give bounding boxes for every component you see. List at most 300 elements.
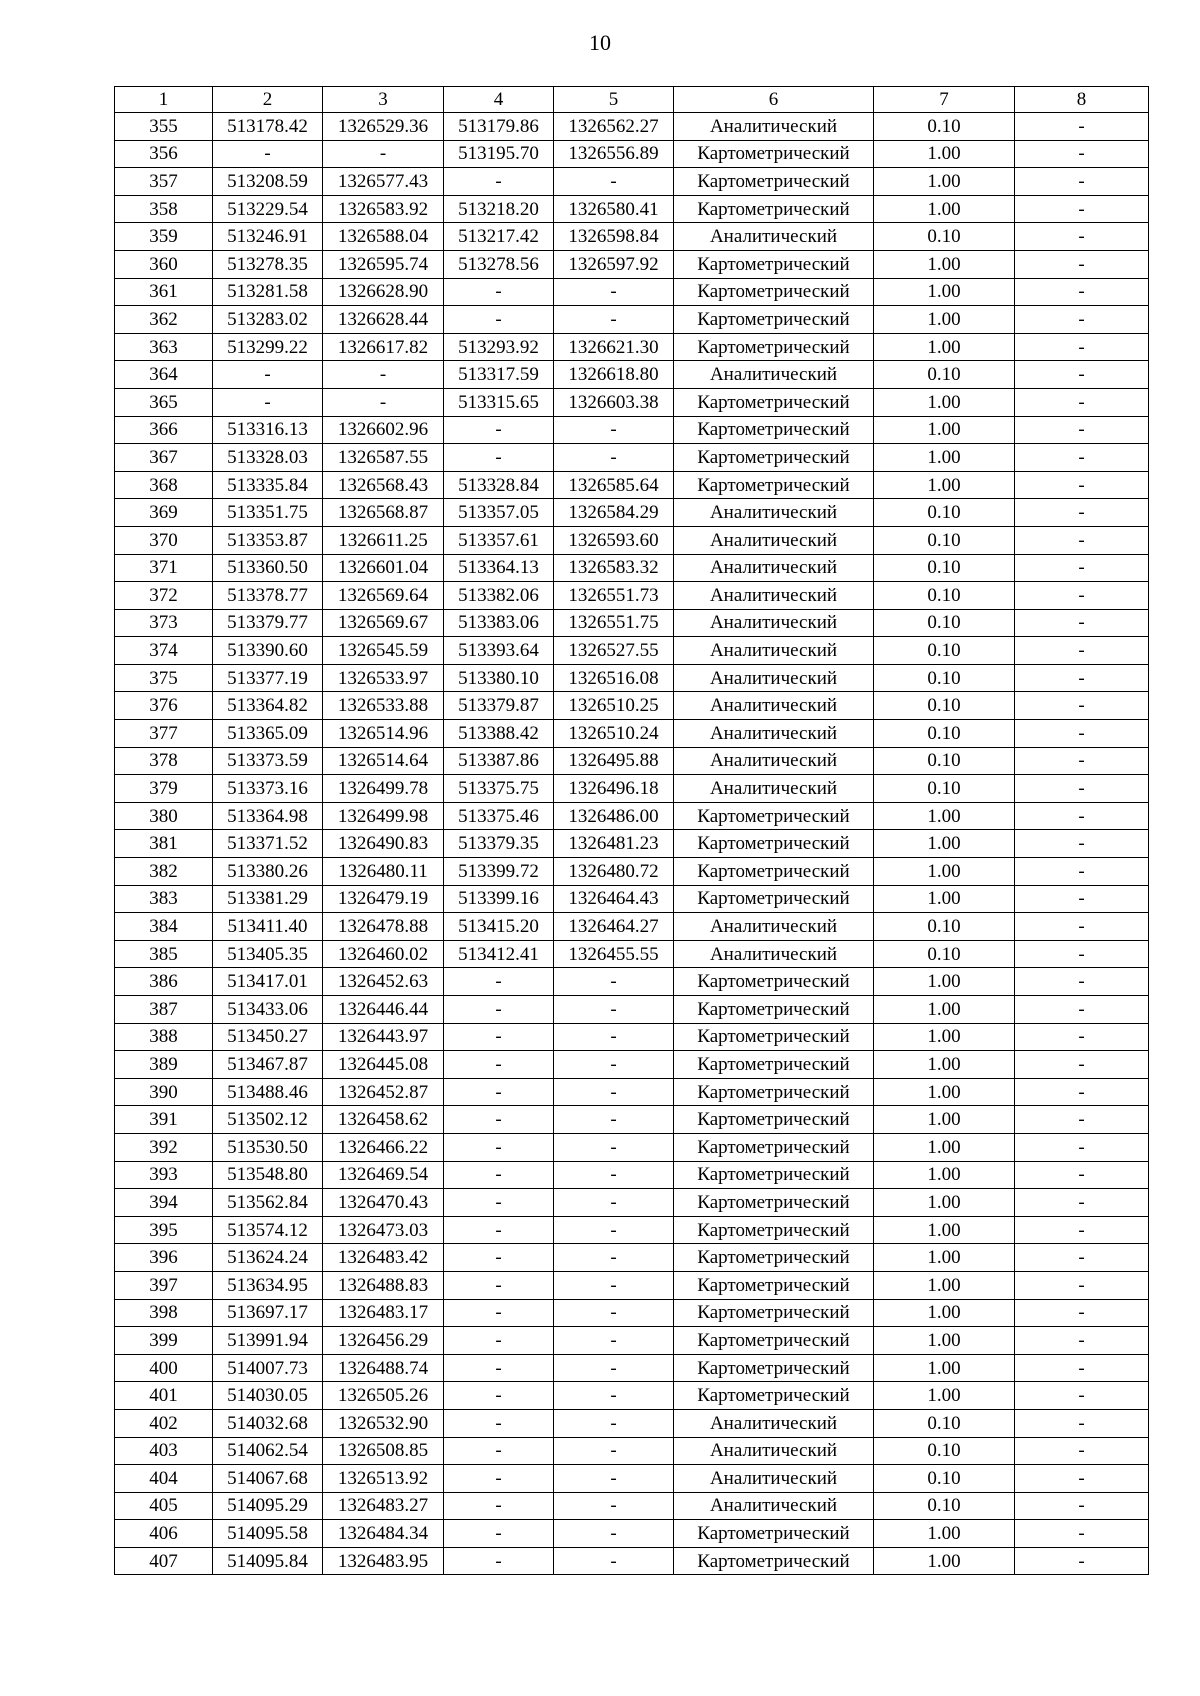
x-existing-cell: 513548.80 [213, 1161, 323, 1189]
x-existing-cell: 513377.19 [213, 664, 323, 692]
table-row [115, 1161, 1149, 1189]
method-cell: Картометрический [674, 1133, 874, 1161]
x-existing-cell: 513379.77 [213, 609, 323, 637]
point-number-cell: 398 [115, 1299, 213, 1327]
method-cell: Картометрический [674, 1023, 874, 1051]
y-existing-cell: 1326473.03 [323, 1216, 444, 1244]
description-cell: - [1015, 526, 1149, 554]
point-number-cell: 399 [115, 1327, 213, 1355]
accuracy-cell: 1.00 [874, 1327, 1015, 1355]
y-refined-cell: - [554, 1354, 674, 1382]
description-cell: - [1015, 1161, 1149, 1189]
accuracy-cell: 1.00 [874, 968, 1015, 996]
x-refined-cell: - [444, 1492, 554, 1520]
x-existing-cell: 513328.03 [213, 444, 323, 472]
point-number-cell: 385 [115, 940, 213, 968]
accuracy-cell: 1.00 [874, 1133, 1015, 1161]
point-number-cell: 381 [115, 830, 213, 858]
y-refined-cell: - [554, 278, 674, 306]
x-existing-cell: 513299.22 [213, 333, 323, 361]
description-cell: - [1015, 1023, 1149, 1051]
y-refined-cell: - [554, 1520, 674, 1548]
y-existing-cell: 1326577.43 [323, 168, 444, 196]
x-existing-cell: 514095.29 [213, 1492, 323, 1520]
x-existing-cell: 513562.84 [213, 1189, 323, 1217]
point-number-cell: 396 [115, 1244, 213, 1272]
table-row [115, 1547, 1149, 1575]
y-existing-cell: 1326583.92 [323, 195, 444, 223]
table-row [115, 1354, 1149, 1382]
description-cell: - [1015, 913, 1149, 941]
x-existing-cell: 513208.59 [213, 168, 323, 196]
x-existing-cell: 513373.16 [213, 775, 323, 803]
accuracy-cell: 0.10 [874, 1465, 1015, 1493]
description-cell: - [1015, 830, 1149, 858]
accuracy-cell: 1.00 [874, 1161, 1015, 1189]
description-cell: - [1015, 1216, 1149, 1244]
accuracy-cell: 1.00 [874, 195, 1015, 223]
description-cell: - [1015, 1409, 1149, 1437]
description-cell: - [1015, 140, 1149, 168]
accuracy-cell: 0.10 [874, 720, 1015, 748]
method-cell: Аналитический [674, 554, 874, 582]
accuracy-cell: 1.00 [874, 1299, 1015, 1327]
y-existing-cell: 1326446.44 [323, 996, 444, 1024]
table-row [115, 1078, 1149, 1106]
description-cell: - [1015, 1520, 1149, 1548]
table-row [115, 1216, 1149, 1244]
x-existing-cell: 513373.59 [213, 747, 323, 775]
x-existing-cell: 513364.98 [213, 802, 323, 830]
y-refined-cell: 1326516.08 [554, 664, 674, 692]
point-number-cell: 374 [115, 637, 213, 665]
x-refined-cell: 513357.05 [444, 499, 554, 527]
table-row [115, 747, 1149, 775]
point-number-cell: 362 [115, 306, 213, 334]
point-number-cell: 383 [115, 885, 213, 913]
description-cell: - [1015, 885, 1149, 913]
y-existing-cell: 1326470.43 [323, 1189, 444, 1217]
table-row [115, 1106, 1149, 1134]
x-refined-cell: 513315.65 [444, 388, 554, 416]
description-cell: - [1015, 278, 1149, 306]
x-refined-cell: 513278.56 [444, 250, 554, 278]
y-existing-cell: 1326488.83 [323, 1271, 444, 1299]
description-cell: - [1015, 1382, 1149, 1410]
y-refined-cell: 1326464.27 [554, 913, 674, 941]
y-existing-cell: 1326488.74 [323, 1354, 444, 1382]
point-number-cell: 373 [115, 609, 213, 637]
y-refined-cell: 1326455.55 [554, 940, 674, 968]
point-number-cell: 368 [115, 471, 213, 499]
x-existing-cell: 513405.35 [213, 940, 323, 968]
description-cell: - [1015, 1492, 1149, 1520]
x-refined-cell: 513379.87 [444, 692, 554, 720]
table-row [115, 1189, 1149, 1217]
x-existing-cell: 513364.82 [213, 692, 323, 720]
x-existing-cell: 514032.68 [213, 1409, 323, 1437]
method-cell: Картометрический [674, 471, 874, 499]
method-cell: Картометрический [674, 1051, 874, 1079]
x-existing-cell: - [213, 140, 323, 168]
y-refined-cell: - [554, 1409, 674, 1437]
x-existing-cell: - [213, 388, 323, 416]
point-number-cell: 384 [115, 913, 213, 941]
description-cell: - [1015, 858, 1149, 886]
accuracy-cell: 1.00 [874, 388, 1015, 416]
x-existing-cell: 513417.01 [213, 968, 323, 996]
x-refined-cell: - [444, 306, 554, 334]
accuracy-cell: 1.00 [874, 333, 1015, 361]
point-number-cell: 407 [115, 1547, 213, 1575]
table-row [115, 885, 1149, 913]
point-number-cell: 372 [115, 582, 213, 610]
point-number-cell: 392 [115, 1133, 213, 1161]
x-existing-cell: 514062.54 [213, 1437, 323, 1465]
y-refined-cell: 1326486.00 [554, 802, 674, 830]
x-refined-cell: - [444, 1299, 554, 1327]
table-row [115, 526, 1149, 554]
x-existing-cell: 513353.87 [213, 526, 323, 554]
x-existing-cell: 513467.87 [213, 1051, 323, 1079]
y-existing-cell: 1326513.92 [323, 1465, 444, 1493]
y-existing-cell: 1326628.44 [323, 306, 444, 334]
y-refined-cell: - [554, 306, 674, 334]
method-cell: Аналитический [674, 526, 874, 554]
y-existing-cell: 1326588.04 [323, 223, 444, 251]
accuracy-cell: 0.10 [874, 609, 1015, 637]
x-refined-cell: - [444, 416, 554, 444]
point-number-cell: 361 [115, 278, 213, 306]
method-cell: Картометрический [674, 333, 874, 361]
y-existing-cell: 1326479.19 [323, 885, 444, 913]
y-existing-cell: 1326483.17 [323, 1299, 444, 1327]
table-row [115, 471, 1149, 499]
method-cell: Аналитический [674, 1492, 874, 1520]
x-refined-cell: - [444, 168, 554, 196]
method-cell: Картометрический [674, 278, 874, 306]
y-existing-cell: 1326505.26 [323, 1382, 444, 1410]
x-refined-cell: 513357.61 [444, 526, 554, 554]
table-row [115, 554, 1149, 582]
y-refined-cell: 1326556.89 [554, 140, 674, 168]
accuracy-cell: 1.00 [874, 1106, 1015, 1134]
table-row [115, 1051, 1149, 1079]
column-header: 8 [1015, 87, 1149, 113]
method-cell: Картометрический [674, 306, 874, 334]
accuracy-cell: 0.10 [874, 526, 1015, 554]
x-refined-cell: 513382.06 [444, 582, 554, 610]
x-refined-cell: 513328.84 [444, 471, 554, 499]
x-existing-cell: 513380.26 [213, 858, 323, 886]
accuracy-cell: 0.10 [874, 664, 1015, 692]
method-cell: Картометрический [674, 1354, 874, 1382]
y-existing-cell: 1326499.78 [323, 775, 444, 803]
description-cell: - [1015, 968, 1149, 996]
table-row [115, 195, 1149, 223]
x-existing-cell: 513365.09 [213, 720, 323, 748]
x-refined-cell: 513293.92 [444, 333, 554, 361]
table-row [115, 609, 1149, 637]
x-existing-cell: 513335.84 [213, 471, 323, 499]
accuracy-cell: 1.00 [874, 306, 1015, 334]
point-number-cell: 355 [115, 113, 213, 141]
x-existing-cell: 513624.24 [213, 1244, 323, 1272]
method-cell: Картометрический [674, 1327, 874, 1355]
method-cell: Картометрический [674, 968, 874, 996]
y-existing-cell: 1326483.42 [323, 1244, 444, 1272]
x-existing-cell: 513316.13 [213, 416, 323, 444]
table-row [115, 1023, 1149, 1051]
description-cell: - [1015, 1106, 1149, 1134]
point-number-cell: 359 [115, 223, 213, 251]
x-refined-cell: 513217.42 [444, 223, 554, 251]
point-number-cell: 358 [115, 195, 213, 223]
accuracy-cell: 1.00 [874, 168, 1015, 196]
table-row [115, 1465, 1149, 1493]
y-existing-cell: 1326545.59 [323, 637, 444, 665]
accuracy-cell: 1.00 [874, 278, 1015, 306]
table-row [115, 1492, 1149, 1520]
method-cell: Картометрический [674, 250, 874, 278]
y-existing-cell: 1326456.29 [323, 1327, 444, 1355]
y-refined-cell: - [554, 1327, 674, 1355]
point-number-cell: 357 [115, 168, 213, 196]
point-number-cell: 389 [115, 1051, 213, 1079]
accuracy-cell: 0.10 [874, 692, 1015, 720]
method-cell: Картометрический [674, 802, 874, 830]
x-refined-cell: - [444, 1189, 554, 1217]
x-refined-cell: - [444, 1465, 554, 1493]
table-row [115, 1271, 1149, 1299]
table-row [115, 858, 1149, 886]
method-cell: Картометрический [674, 885, 874, 913]
point-number-cell: 394 [115, 1189, 213, 1217]
y-refined-cell: - [554, 1051, 674, 1079]
description-cell: - [1015, 223, 1149, 251]
point-number-cell: 370 [115, 526, 213, 554]
table-body [115, 113, 1149, 1575]
x-refined-cell: 513383.06 [444, 609, 554, 637]
point-number-cell: 380 [115, 802, 213, 830]
accuracy-cell: 0.10 [874, 775, 1015, 803]
description-cell: - [1015, 1547, 1149, 1575]
description-cell: - [1015, 113, 1149, 141]
y-refined-cell: 1326496.18 [554, 775, 674, 803]
accuracy-cell: 0.10 [874, 1492, 1015, 1520]
column-header: 1 [115, 87, 213, 113]
table-row [115, 940, 1149, 968]
accuracy-cell: 1.00 [874, 802, 1015, 830]
x-existing-cell: 513351.75 [213, 499, 323, 527]
method-cell: Картометрический [674, 1382, 874, 1410]
accuracy-cell: 0.10 [874, 361, 1015, 389]
x-refined-cell: 513415.20 [444, 913, 554, 941]
method-cell: Картометрический [674, 1271, 874, 1299]
y-refined-cell: - [554, 968, 674, 996]
y-existing-cell: 1326617.82 [323, 333, 444, 361]
y-existing-cell: 1326483.95 [323, 1547, 444, 1575]
y-refined-cell: - [554, 1161, 674, 1189]
y-existing-cell: 1326514.96 [323, 720, 444, 748]
accuracy-cell: 0.10 [874, 637, 1015, 665]
y-refined-cell: 1326584.29 [554, 499, 674, 527]
x-refined-cell: 513375.75 [444, 775, 554, 803]
y-refined-cell: 1326551.73 [554, 582, 674, 610]
y-refined-cell: 1326598.84 [554, 223, 674, 251]
y-refined-cell: 1326527.55 [554, 637, 674, 665]
y-refined-cell: - [554, 1271, 674, 1299]
x-existing-cell: 514095.84 [213, 1547, 323, 1575]
x-refined-cell: - [444, 1023, 554, 1051]
column-header: 6 [674, 87, 874, 113]
x-refined-cell: - [444, 1354, 554, 1382]
y-refined-cell: 1326562.27 [554, 113, 674, 141]
method-cell: Аналитический [674, 1409, 874, 1437]
x-existing-cell: 514030.05 [213, 1382, 323, 1410]
table-row [115, 361, 1149, 389]
description-cell: - [1015, 1271, 1149, 1299]
table-row [115, 306, 1149, 334]
point-number-cell: 405 [115, 1492, 213, 1520]
x-refined-cell: 513380.10 [444, 664, 554, 692]
y-existing-cell: 1326533.88 [323, 692, 444, 720]
y-refined-cell: - [554, 1382, 674, 1410]
x-refined-cell: 513179.86 [444, 113, 554, 141]
table-row [115, 1327, 1149, 1355]
x-refined-cell: - [444, 968, 554, 996]
accuracy-cell: 1.00 [874, 416, 1015, 444]
accuracy-cell: 0.10 [874, 113, 1015, 141]
x-existing-cell: 513381.29 [213, 885, 323, 913]
method-cell: Картометрический [674, 168, 874, 196]
accuracy-cell: 1.00 [874, 1216, 1015, 1244]
accuracy-cell: 0.10 [874, 747, 1015, 775]
x-existing-cell: 513450.27 [213, 1023, 323, 1051]
accuracy-cell: 1.00 [874, 1189, 1015, 1217]
table-row [115, 802, 1149, 830]
table-row [115, 250, 1149, 278]
table-row [115, 968, 1149, 996]
x-existing-cell: 513246.91 [213, 223, 323, 251]
x-refined-cell: 513399.16 [444, 885, 554, 913]
description-cell: - [1015, 1299, 1149, 1327]
method-cell: Картометрический [674, 996, 874, 1024]
y-existing-cell: 1326499.98 [323, 802, 444, 830]
accuracy-cell: 0.10 [874, 1409, 1015, 1437]
y-refined-cell: 1326580.41 [554, 195, 674, 223]
x-refined-cell: - [444, 1078, 554, 1106]
page-number: 10 [589, 30, 611, 55]
point-number-cell: 390 [115, 1078, 213, 1106]
description-cell: - [1015, 1437, 1149, 1465]
x-refined-cell: 513375.46 [444, 802, 554, 830]
method-cell: Аналитический [674, 1437, 874, 1465]
x-existing-cell: 513390.60 [213, 637, 323, 665]
point-number-cell: 393 [115, 1161, 213, 1189]
y-existing-cell: 1326460.02 [323, 940, 444, 968]
x-existing-cell: 513283.02 [213, 306, 323, 334]
x-refined-cell: 513218.20 [444, 195, 554, 223]
table-row [115, 913, 1149, 941]
accuracy-cell: 0.10 [874, 554, 1015, 582]
table-row [115, 223, 1149, 251]
y-existing-cell: 1326602.96 [323, 416, 444, 444]
description-cell: - [1015, 940, 1149, 968]
x-existing-cell: 513281.58 [213, 278, 323, 306]
accuracy-cell: 1.00 [874, 1354, 1015, 1382]
description-cell: - [1015, 195, 1149, 223]
y-refined-cell: - [554, 1244, 674, 1272]
table-row [115, 168, 1149, 196]
x-refined-cell: 513195.70 [444, 140, 554, 168]
method-cell: Аналитический [674, 609, 874, 637]
y-refined-cell: - [554, 996, 674, 1024]
x-refined-cell: 513412.41 [444, 940, 554, 968]
y-existing-cell: 1326514.64 [323, 747, 444, 775]
accuracy-cell: 1.00 [874, 1382, 1015, 1410]
point-number-cell: 386 [115, 968, 213, 996]
y-refined-cell: - [554, 1133, 674, 1161]
y-refined-cell: - [554, 1106, 674, 1134]
y-existing-cell: 1326529.36 [323, 113, 444, 141]
x-refined-cell: - [444, 1161, 554, 1189]
y-existing-cell: - [323, 388, 444, 416]
description-cell: - [1015, 554, 1149, 582]
description-cell: - [1015, 1244, 1149, 1272]
table-row [115, 1382, 1149, 1410]
method-cell: Аналитический [674, 720, 874, 748]
point-number-cell: 404 [115, 1465, 213, 1493]
y-refined-cell: - [554, 1216, 674, 1244]
description-cell: - [1015, 361, 1149, 389]
accuracy-cell: 1.00 [874, 1520, 1015, 1548]
method-cell: Картометрический [674, 1161, 874, 1189]
accuracy-cell: 1.00 [874, 858, 1015, 886]
y-existing-cell: 1326601.04 [323, 554, 444, 582]
y-refined-cell: 1326481.23 [554, 830, 674, 858]
description-cell: - [1015, 720, 1149, 748]
method-cell: Аналитический [674, 940, 874, 968]
description-cell: - [1015, 416, 1149, 444]
table-row [115, 1244, 1149, 1272]
point-number-cell: 388 [115, 1023, 213, 1051]
table-row [115, 333, 1149, 361]
table-row [115, 416, 1149, 444]
description-cell: - [1015, 444, 1149, 472]
accuracy-cell: 1.00 [874, 1271, 1015, 1299]
point-number-cell: 366 [115, 416, 213, 444]
x-refined-cell: - [444, 1382, 554, 1410]
point-number-cell: 369 [115, 499, 213, 527]
y-refined-cell: - [554, 1078, 674, 1106]
y-refined-cell: 1326464.43 [554, 885, 674, 913]
point-number-cell: 376 [115, 692, 213, 720]
y-refined-cell: 1326603.38 [554, 388, 674, 416]
table-row [115, 1437, 1149, 1465]
description-cell: - [1015, 168, 1149, 196]
table-row [115, 278, 1149, 306]
table-row [115, 775, 1149, 803]
y-refined-cell: 1326510.24 [554, 720, 674, 748]
y-existing-cell: 1326478.88 [323, 913, 444, 941]
method-cell: Картометрический [674, 1520, 874, 1548]
method-cell: Картометрический [674, 416, 874, 444]
description-cell: - [1015, 471, 1149, 499]
x-refined-cell: - [444, 444, 554, 472]
method-cell: Картометрический [674, 1189, 874, 1217]
description-cell: - [1015, 333, 1149, 361]
